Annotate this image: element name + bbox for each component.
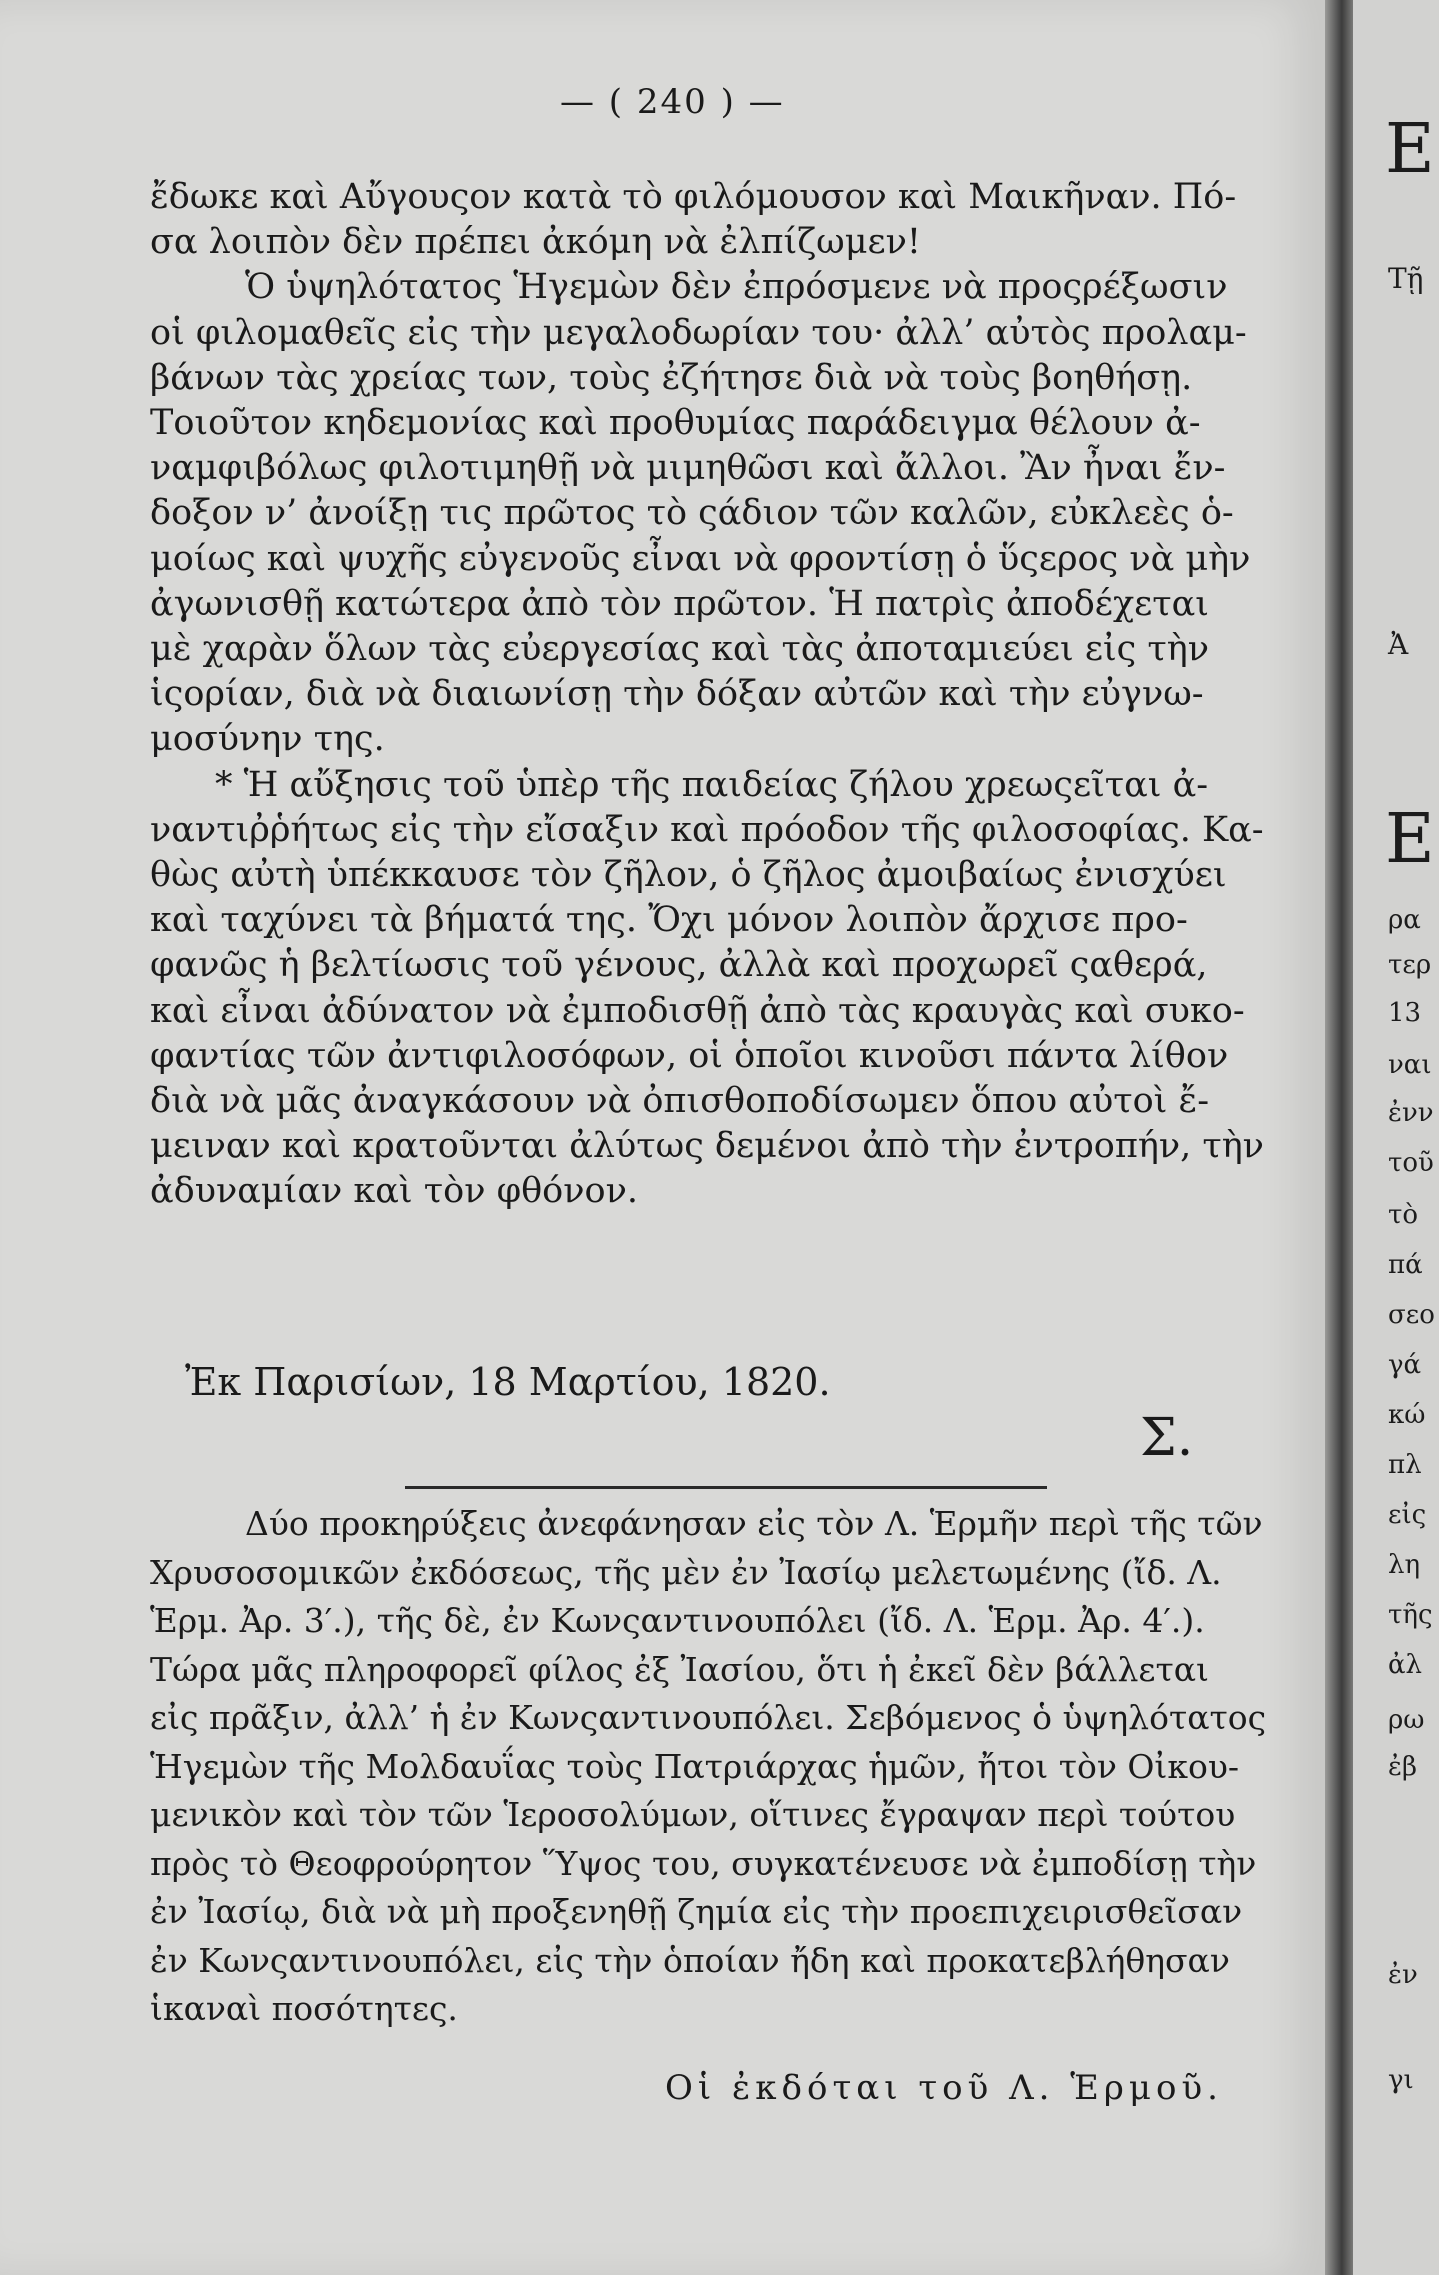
book-gutter [1325,0,1353,2275]
text-line: ἱκαναὶ ποσότητες. [150,1989,458,2028]
adjacent-page-fragment: πά [1388,1250,1423,1280]
adjacent-page-fragment: τοῦ [1388,1148,1434,1178]
text-line: ἀδυναμίαν καὶ τὸν φθόνον. [150,1171,639,1212]
text-line: φαντίας τῶν ἀντιφιλοσόφων, οἱ ὁποῖοι κινοῦσι πάντα λίθον [150,1035,1229,1076]
adjacent-page-fragment: ἐνν [1388,1098,1434,1128]
text-line: Ἡγεμὼν τῆς Μολδαυΐας τοὺς Πατριάρχας ἡμῶν, ἤτοι τὸν Οἰκου- [150,1746,1240,1786]
text-line: ἔδωκε καὶ Αὔγουςον κατὰ τὸ φιλόμουσον καὶ Μαικῆναν. Πό- [150,177,1237,217]
text-line: εἰς πρᾶξιν, ἀλλ’ ἡ ἐν Κωνςαντινουπόλει. Σεβόμενος ὁ ὑψηλότατος [150,1698,1267,1737]
signature: Σ. [1140,1408,1194,1468]
adjacent-page-fragment: ρα [1388,905,1421,935]
page-header: — ( 240 ) — [560,82,785,122]
text-line: μὲ χαρὰν ὅλων τὰς εὐεργεσίας καὶ τὰς ἀποταμιεύει εἰς τὴν [150,629,1210,670]
text-line: Τώρα μᾶς πληροφορεῖ φίλος ἐξ Ἰασίου, ὅτι ἡ ἐκεῖ δὲν βάλλεται [150,1649,1209,1689]
adjacent-page-fragment: ἐβ [1388,1752,1417,1782]
editors-signature: Οἱ ἐκδόται τοῦ Λ. Ἑρμοῦ. [665,2068,1223,2108]
text-line: μοσύνην της. [150,719,385,760]
text-line: σα λοιπὸν δὲν πρέπει ἀκόμη νὰ ἐλπίζωμεν! [150,222,921,263]
text-line: βάνων τὰς χρείας των, τοὺς ἐζήτησε διὰ νὰ τοὺς βοηθήσῃ. [150,357,1193,398]
adjacent-page-fragment: ἀλ [1388,1650,1423,1680]
adjacent-page-fragment: εἰς [1388,1500,1427,1530]
text-line: οἱ φιλομαθεῖς εἰς τὴν μεγαλοδωρίαν του· ἀλλ’ αὐτὸς προλαμ- [150,312,1247,353]
text-line: * Ἡ αὔξησις τοῦ ὑπὲρ τῆς παιδείας ζήλου χρεωςεῖται ἀ- [215,764,1209,805]
adjacent-page-fragment: τῆς [1388,1600,1433,1630]
adjacent-page-fragment: κώ [1388,1400,1426,1430]
adjacent-page-fragment: 13 [1388,998,1422,1028]
text-line: ναντιῤῥήτως εἰς τὴν εἴσαξιν καὶ πρόοδον τῆς φιλοσοφίας. Κα- [150,809,1264,850]
adjacent-page-fragment: σεο [1388,1300,1435,1330]
adjacent-page-fragment: ρω [1388,1705,1425,1735]
adjacent-page-fragment: Ἀ [1388,628,1409,661]
text-line: ἐν Ἰασίῳ, διὰ νὰ μὴ προξενηθῇ ζημία εἰς τὴν προεπιχειρισθεῖσαν [150,1892,1243,1931]
adjacent-page-fragment: πλ [1388,1450,1422,1480]
text-line: διὰ νὰ μᾶς ἀναγκάσουν νὰ ὀπισθοποδίσωμεν ὅπου αὐτοὶ ἔ- [150,1081,1210,1122]
text-line: μειναν καὶ κρατοῦνται ἀλύτως δεμένοι ἀπὸ τὴν ἐντροπήν, τὴν [150,1126,1264,1167]
text-line: Δύο προκηρύξεις ἀνεφάνησαν εἰς τὸν Λ. Ἑρμῆν περὶ τῆς τῶν [245,1504,1263,1543]
adjacent-page-fragment: ἐν [1388,1960,1418,1990]
adjacent-page [1353,0,1439,2275]
adjacent-page-fragment: γά [1388,1350,1422,1380]
text-line: καὶ εἶναι ἀδύνατον νὰ ἐμποδισθῇ ἀπὸ τὰς κραυγὰς καὶ συκο- [150,990,1245,1031]
adjacent-page-fragment: ναι [1388,1050,1432,1080]
text-line: θὼς αὐτὴ ὑπέκκαυσε τὸν ζῆλον, ὁ ζῆλος ἀμοιβαίως ἐνισχύει [150,855,1227,896]
adjacent-page-fragment: λη [1388,1550,1421,1580]
adjacent-page-fragment: Τῇ [1388,262,1424,295]
adjacent-page-fragment: τερ [1388,950,1432,980]
text-line: ἐν Κωνςαντινουπόλει, εἰς τὴν ὁποίαν ἤδη καὶ προκατεβλήθησαν [150,1940,1230,1980]
text-line: πρὸς τὸ Θεοφρούρητον Ὕψος του, συγκατένευσε νὰ ἐμποδίσῃ τὴν [150,1843,1257,1883]
text-line: δοξον ν’ ἀνοίξῃ τις πρῶτος τὸ ςάδιον τῶν καλῶν, εὐκλεὲς ὁ- [150,493,1234,534]
adjacent-page-fragment: γι [1388,2065,1414,2095]
text-line: Ὁ ὑψηλότατος Ἡγεμὼν δὲν ἐπρόσμενε νὰ προςρέξωσιν [245,267,1228,308]
text-line: ἀγωνισθῇ κατώτερα ἀπὸ τὸν πρῶτον. Ἡ πατρὶς ἀποδέχεται [150,583,1210,624]
dateline: Ἐκ Παρισίων, 18 Μαρτίου, 1820. [185,1360,831,1404]
text-line: μενικὸν καὶ τὸν τῶν Ἱεροσολύμων, οἵτινες ἔγραψαν περὶ τούτου [150,1795,1236,1834]
section-divider [405,1486,1047,1489]
text-line: καὶ ταχύνει τὰ βήματά της. Ὄχι μόνον λοιπὸν ἄρχισε προ- [150,900,1188,941]
article-paragraph-2 [150,1500,1270,2034]
text-line: Χρυσοσομικῶν ἐκδόσεως, τῆς μὲν ἐν Ἰασίῳ μελετωμένης (ἴδ. Λ. [150,1552,1222,1592]
article-paragraph-1 [150,175,1270,1215]
text-line: φανῶς ἡ βελτίωσις τοῦ γένους, ἀλλὰ καὶ προχωρεῖ ςαθερά, [150,945,1208,986]
adjacent-page-fragment: Ε [1385,800,1435,879]
adjacent-page-fragment: Ε [1385,110,1435,189]
text-line: μοίως καὶ ψυχῆς εὐγενοῦς εἶναι νὰ φροντίσῃ ὁ ὕςερος νὰ μὴν [150,538,1251,579]
text-line: ἱςορίαν, διὰ νὰ διαιωνίσῃ τὴν δόξαν αὐτῶν καὶ τὴν εὐγνω- [150,674,1204,715]
adjacent-page-fragment: τὸ [1388,1200,1419,1230]
text-line: ναμφιβόλως φιλοτιμηθῇ νὰ μιμηθῶσι καὶ ἄλλοι. Ἂν ἦναι ἔν- [150,448,1226,489]
text-line: Τοιοῦτον κηδεμονίας καὶ προθυμίας παράδειγμα θέλουν ἀ- [150,403,1201,444]
text-line: Ἑρμ. Ἀρ. 3′.), τῆς δὲ, ἐν Κωνςαντινουπόλει (ἴδ. Λ. Ἑρμ. Ἀρ. 4′.). [150,1601,1205,1640]
